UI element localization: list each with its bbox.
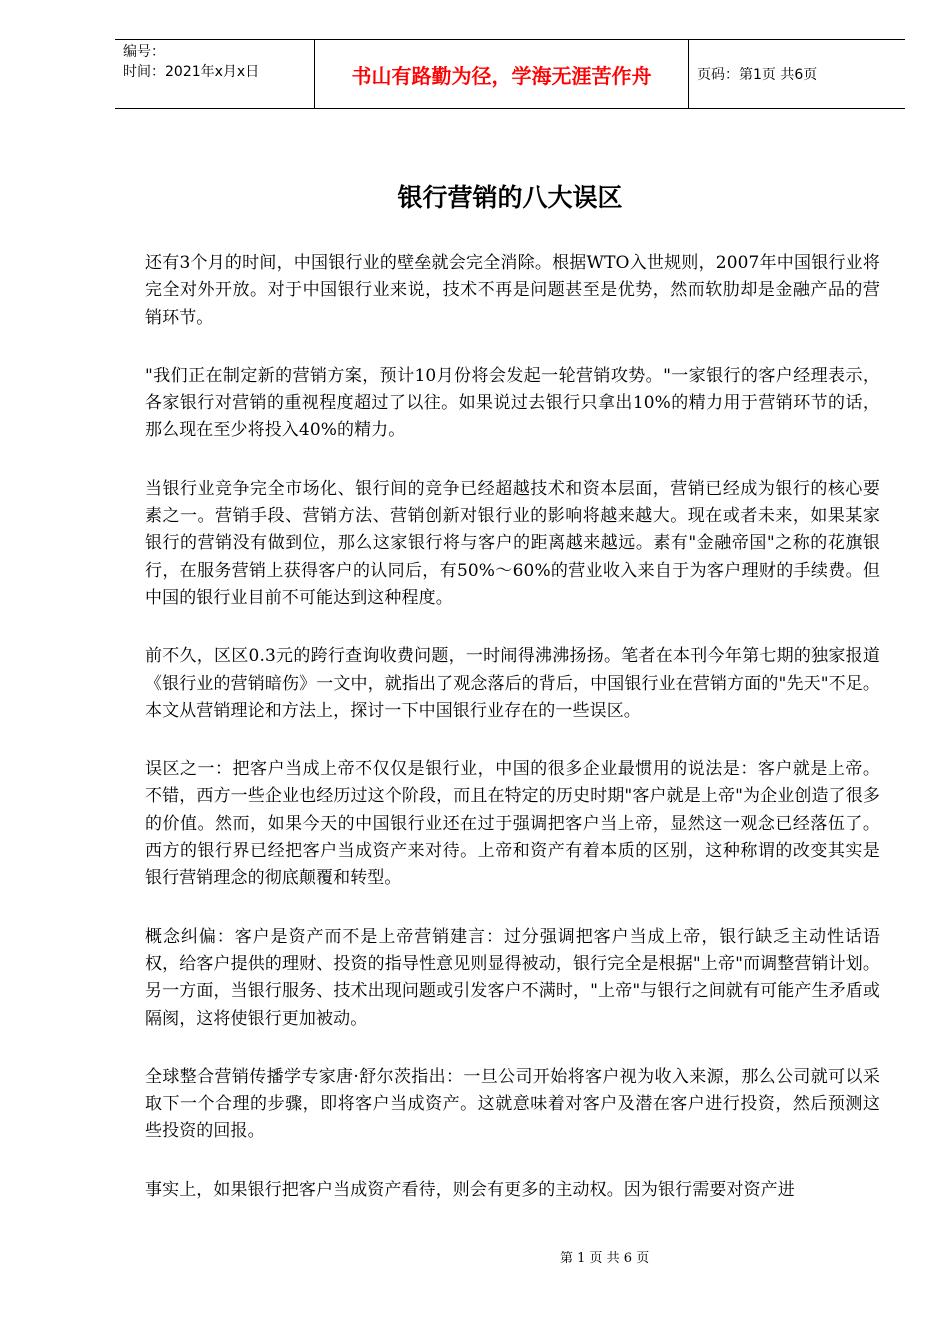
paragraph: 概念纠偏：客户是资产而不是上帝营销建言：过分强调把客户当成上帝，银行缺乏主动性话语权，给客户提供的理财、投资的指导性意见则显得被动，银行完全是根据"上帝"而调整营销计划。另一方面，当银行服务、技术出现问题或引发客户不满时，"上帝"与银行之间就有可能产生矛盾或隔阂，这将使银行更加被动。 [145, 926, 880, 1029]
page-footer: 第 1 页 共 6 页 [560, 1251, 650, 1266]
paragraph: 还有3个月的时间，中国银行业的壁垒就会完全消除。根据WTO入世规则，2007年中国银行业将完全对外开放。对于中国银行业来说，技术不再是问题甚至是优势，然而软肋却是金融产品的营销环节。 [145, 253, 880, 328]
time-label: 时间：2021年x月x日 [123, 64, 260, 80]
paragraph: 全球整合营销传播学专家唐·舒尔茨指出：一旦公司开始将客户视为收入来源，那么公司就可以采取下一个合理的步骤，即将客户当成资产。这就意味着对客户及潜在客户进行投资，然后预测这些投资的回报。 [145, 1066, 880, 1142]
header-meta-cell [115, 40, 315, 108]
header-motto: 书山有路勤为径，学海无涯苦作舟 [315, 40, 689, 108]
header-page-label: 页码：第1页 共6页 [697, 67, 818, 83]
paragraph: 当银行业竞争完全市场化、银行间的竞争已经超越技术和资本层面，营销已经成为银行的核心要素之一。营销手段、营销方法、营销创新对银行业的影响将越来越大。现在或者未来，如果某家银行的营销没有做到位，那么这家银行将与客户的距离越来越远。素有"金融帝国"之称的花旗银行，在服务营销上获得客户的认同后，有50%～60%的营业收入来自于为客户理财的手续费。但中国的银行业目前不可能达到这种程度。 [145, 478, 880, 608]
document-body [145, 250, 880, 1235]
paragraph: 误区之一：把客户当成上帝不仅仅是银行业，中国的很多企业最惯用的说法是：客户就是上帝。不错，西方一些企业也经历过这个阶段，而且在特定的历史时期"客户就是上帝"为企业创造了很多的价值。然而，如果今天的中国银行业还在过于强调把客户当上帝，显然这一观念已经落伍了。西方的银行界已经把客户当成资产来对待。上帝和资产有着本质的区别，这种称谓的改变其实是银行营销理念的彻底颠覆和转型。 [145, 759, 880, 889]
number-label: 编号： [123, 44, 165, 60]
paragraph: 前不久，区区0.3元的跨行查询收费问题，一时闹得沸沸扬扬。笔者在本刊今年第七期的独家报道《银行业的营销暗伤》一文中，就指出了观念落后的背后，中国银行业在营销方面的"先天"不足。本文从营销理论和方法上，探讨一下中国银行业存在的一些误区。 [145, 646, 880, 721]
header-table [115, 39, 905, 109]
paragraph: 事实上，如果银行把客户当成资产看待，则会有更多的主动权。因为银行需要对资产进 [145, 1179, 795, 1200]
document-title: 银行营销的八大误区 [397, 183, 623, 212]
paragraph: "我们正在制定新的营销方案，预计10月份将会发起一轮营销攻势。"一家银行的客户经理表示，各家银行对营销的重视程度超过了以往。如果说过去银行只拿出10%的精力用于营销环节的话，那么现在至少将投入40%的精力。 [145, 365, 880, 441]
